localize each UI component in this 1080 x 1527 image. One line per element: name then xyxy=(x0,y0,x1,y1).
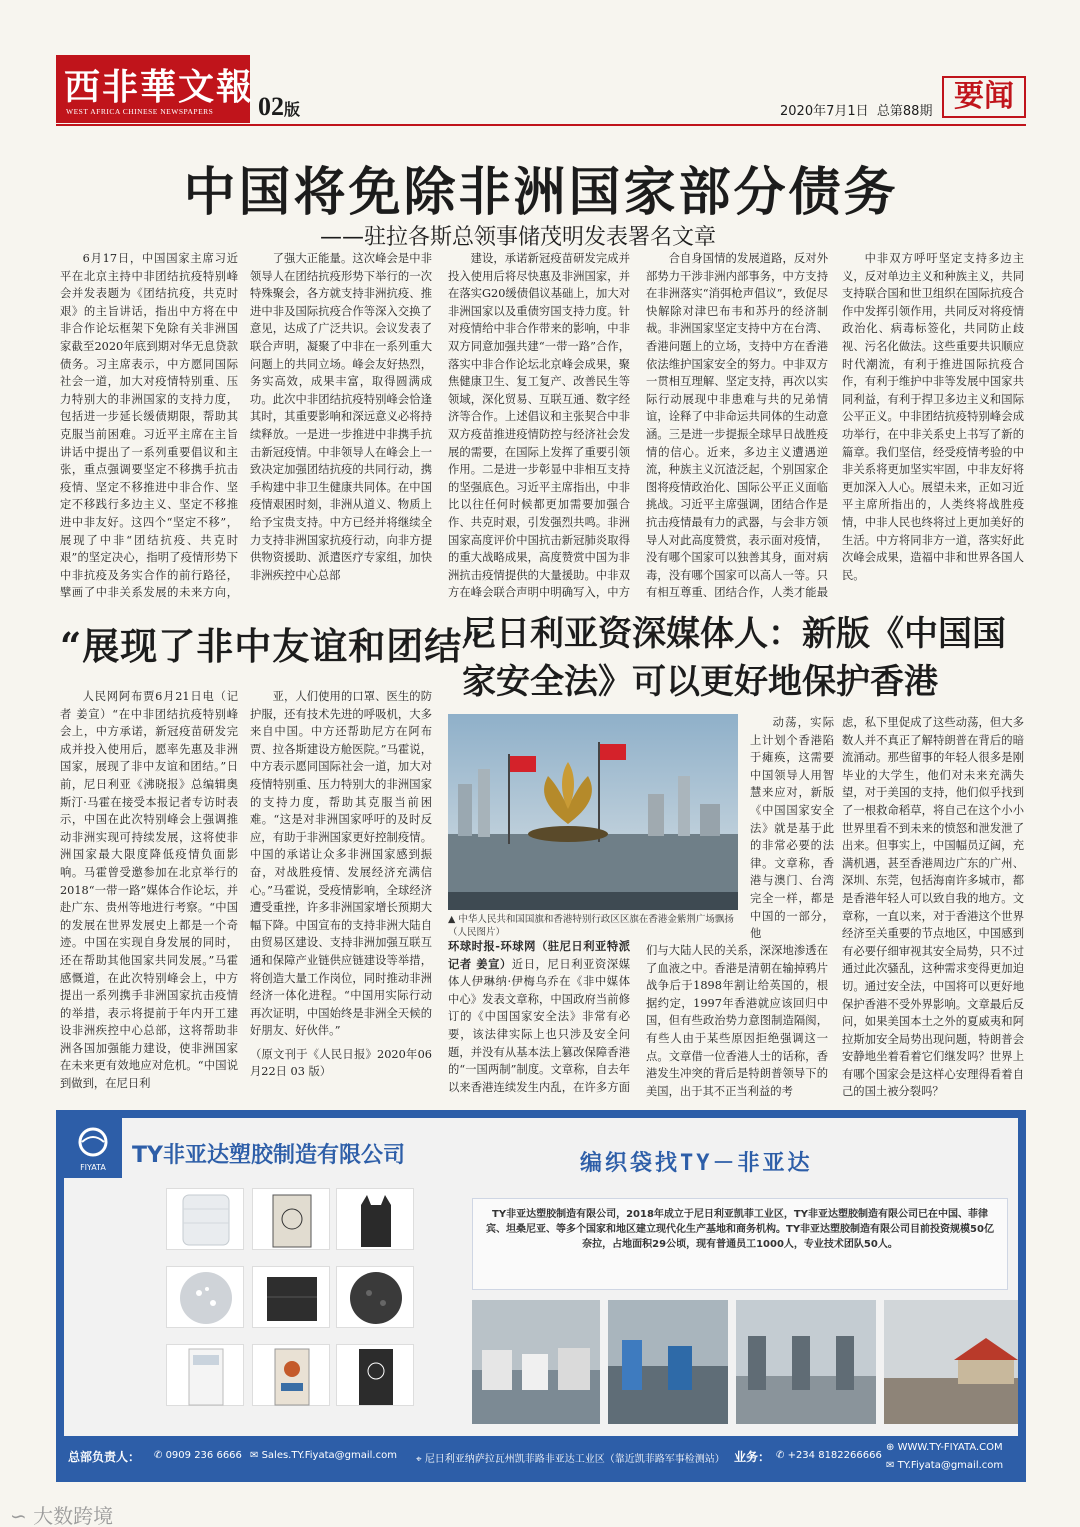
factory-photo-1 xyxy=(472,1300,600,1424)
story2-headline: “展现了非中友谊和团结” xyxy=(60,624,485,668)
ad-company-name: TY非亚达塑胶制造有限公司 xyxy=(132,1143,405,1168)
section-tag: 要闻 xyxy=(942,76,1026,118)
lead-column-3: 建设，承诺新冠疫苗研发完成并投入使用后将尽快惠及非洲国家，并在落实G20缓债倡议基础上，加大对非洲国家以及重债穷国支持力度。针对疫情给中非合作带来的影响，中非双方同意加强共建“一带一路”合作，落实中非合作论坛北京峰会成果，聚焦健康卫生、复工复产、改善民生等领域，深化贸易、互联互通、数字经济等合作。上述倡议和主张契合中非双方疫苗推进疫情防控与经济社会发展的需要，在国际上发挥了重要引领作用。二是进一步彰显中非相互支持的坚强底色。习近平主席指出，中非比以往任何时候都更加需要加强合作、共克时艰，引发强烈共鸣。非洲国家高度评价中国抗击新冠肺炎取得的重大战略成果，高度赞赏中国为非洲抗击疫情提供的大量援助。中非双方在峰会联合声明中明确写入，中方 xyxy=(448,252,630,600)
ad-logo xyxy=(64,1118,122,1178)
story3-column-2a: 动荡，实际上计划个香港陷于瘫痪，这需要中国领导人用智慧来应对，新版《中国国家安全法》就是基于此的非常必要的法律。文章称，香港与澳门、台湾完全一样，都是中国的一部分，他 xyxy=(750,716,834,941)
ad-email-2: ✉ TY.Fiyata@gmail.com xyxy=(886,1460,1004,1471)
location-icon: ⌖ xyxy=(416,1454,425,1465)
mail-icon: ✉ xyxy=(886,1460,898,1471)
lead-column-4: 合自身国情的发展道路，反对外部势力干涉非洲内部事务，中方支持在非洲落实“消弭枪声倡议”，致促尽快解除对津巴布韦和苏丹的经济制裁。非洲国家坚定支持中方在台湾、香港问题上的立场，支持中方在香港依法维护国家安全的努力。中非双方一贯相互理解、坚定支持，再次以实际行动展现中非患难与共的兄弟情谊，诠释了中非命运共同体的生动意涵。三是进一步提振全球早日战胜疫情的信心。近来，多边主义遭遇逆流，种族主义沉渣泛起，个别国家企图将疫情政治化、国际公平正义面临挑战。习近平主席强调，团结合作是抗击疫情最有力的武器，与会非方领导人对此高度赞赏，表示面对疫情，没有哪个国家可以独善其身，面对病毒，没有哪个国家可以高人一等。只有相互尊重、团结合作，人类才能最 xyxy=(646,252,828,600)
story3-column-2b: 们与大陆人民的关系，深深地渗透在了血液之中。香港是清朝在输掉鸦片战争后于1898年割让给英国的，根据约定，1997年香港就应该回归中国，但有些政治势力意图制造隔阂，有些人由于某些原因拒绝强调这一点。文章借一位香港人士的话称，香港发生冲突的背后是特朗普领导下的美国，出于其不正当利益的考 xyxy=(646,944,828,1098)
globe-icon: ⊕ xyxy=(886,1442,898,1453)
hong-kong-photo xyxy=(448,714,738,910)
ad-website: ⊕ WWW.TY-FIYATA.COM xyxy=(886,1442,1003,1453)
page-title: 中国将免除非洲国家部分债务 xyxy=(183,163,899,223)
date-line xyxy=(780,100,932,119)
svg-text:FIYATA: FIYATA xyxy=(80,1163,106,1172)
ad-slogan: 编织袋找TY－非亚达 xyxy=(580,1151,813,1176)
masthead-name-en: WEST AFRICA CHINESE NEWSPAPERS xyxy=(66,107,214,116)
lead-column-1: 6月17日，中国国家主席习近平在北京主持中非团结抗疫特别峰会并发表题为《团结抗疫，共克时艰》的主旨讲话，指出中方将在中非合作论坛框架下免除有关非洲国家截至2020年底到期对华无息贷款债务。习主席表示，中方愿同国际社会一道，加大对疫情特别重、压力特别大的非洲国家的支持力度，包括进一步延长缓债期限，帮助其克服当前困难。习近平主席在主旨讲话中提出了一系列重要倡议和主张，重点强调要坚定不移携手抗击疫情、坚定不移推进中非合作、坚定不移践行多边主义、坚定不移推进中非友好。这四个“坚定不移”，展现了中非“团结抗疫、共克时艰”的坚定决心，指明了疫情形势下中非抗疫及务实合作的前行路径，擘画了中非关系发展的未来方向， xyxy=(60,252,238,600)
ad-address: ⌖ 尼日利亚纳萨拉瓦州凯菲路非亚达工业区（靠近凯菲路军事检测站） xyxy=(416,1454,725,1465)
ad-biz-label: 业务： xyxy=(734,1450,771,1464)
masthead-logo xyxy=(56,55,255,123)
story3-column-3: 虑，私下里促成了这些动荡，但大多数人并不真正了解特朗普在背后的暗流涌动。那些留事的年轻人很多是刚毕业的大学生，他们对未来充满失望，对于美国的支持，他们似乎找到了一根救命稻草，将自己在这个小小世界里看不到未来的愤怒和泄发泄了出来。但事实上，中国幅员辽阔，充满机遇，甚至香港周边广东的广州、深圳、东莞，包括海南许多城市，都是香港年轻人可以致自我的地方。文章称，一直以来，对于香港这个世界经济至关重要的节点地区，中国感到有必要仔细审视其安全局势，只不过通过此次骚乱，这种需求变得更加迫切。通过安全法，中国将可以更好地保护香港不受外界影响。文章最后反问，如果美国本土之外的夏威夷和阿拉斯加安全局势出现问题，特朗普会安静地坐着看着它们继发吗？世界上有哪个国家会是这样心安理得看着自己的国土被分裂吗？ xyxy=(842,716,1024,1098)
product-printed-sack xyxy=(252,1344,330,1406)
ad-description: TY非亚达塑胶制造有限公司，2018年成立于尼日利亚凯菲工业区，TY非亚达塑胶制造有限公司已在中国、菲律宾、坦桑尼亚、等多个国家和地区建立现代化生产基地和商务机构。TY非亚达塑胶制造有限公司目前投资规模50亿奈拉，占地面积29公顷，现有普通员工1000人，专业技术团队50人。 xyxy=(472,1198,1008,1290)
product-woven-sack xyxy=(252,1188,330,1250)
factory-photo-2 xyxy=(608,1300,728,1424)
ad-email: ✉ Sales.TY.Fiyata@gmail.com xyxy=(250,1450,397,1461)
phone-icon: ✆ xyxy=(154,1450,166,1461)
product-white-sack xyxy=(166,1344,244,1406)
masthead-rule xyxy=(56,124,1026,126)
story3-column-1: 环球时报-环球网（驻尼日利亚特派记者 姜宣）近日，尼日利亚资深媒体人伊琳纳·伊梅乌乔在《非中媒体中心》发表文章称，中国政府当前修订的《中国国家安全法》非常有必要，该法律实际上也只涉及安全问题，并没有从基本法上篡改保障香港的“一国两制”制度。文章称，自去年以来香港连续发生内乱，在许多方面 xyxy=(448,939,630,1094)
mail-icon: ✉ xyxy=(250,1450,262,1461)
story2-source: （原文刊于《人民日报》2020年06月22日 03 版） xyxy=(250,1047,432,1079)
watermark-logo-icon: ∽ xyxy=(10,1504,34,1527)
story3-headline: 尼日利亚资深媒体人：新版《中国国家安全法》可以更好地保护香港 xyxy=(462,614,1006,702)
factory-photo-4 xyxy=(884,1300,1018,1424)
product-fiyata-sack xyxy=(336,1344,414,1406)
edition-number: 02版 xyxy=(258,92,301,121)
product-black-granules xyxy=(336,1266,414,1328)
factory-photo-3 xyxy=(736,1300,876,1424)
product-plastic-bag xyxy=(336,1188,414,1250)
ad-hq-phone: ✆ 0909 236 6666 xyxy=(154,1450,242,1461)
product-thread-spool xyxy=(166,1188,244,1250)
issue-number: 总第88期 xyxy=(876,104,933,119)
story2-column-1: 人民网阿布贾6月21日电（记者 姜宣）“在中非团结抗疫特别峰会上，中方承诺，新冠疫苗研发完成并投入使用后，愿率先惠及非洲国家，展现了非中友谊和团结。”日前，尼日利亚《沸晓报》总编辑奥斯汀·马霍在接受本报记者专访时表示，中国在此次特别峰会上强调推动非洲实现可持续发展，这将使非洲国家最大限度降低疫情负面影响。马霍曾受邀参加在北京举行的2018“一带一路”媒体合作论坛，并赴广东、贵州等地进行考察。“中国的发展在世界发展史上都是一个奇迹。中国在实现自身发展的同时，还在帮助其他国家共同发展。”马霍感慨道，在此次特别峰会上，中方提出一系列携手非洲国家抗击疫情的举措，表示将提前于年内开工建设非洲疾控中心总部，这将帮助非洲各国加强能力建设，使非洲国家在未来更有效地应对危机。“中国说到做到，在尼日利 xyxy=(60,690,238,1091)
story2-column-2: 亚，人们使用的口罩、医生的防护服，还有技术先进的呼吸机，大多来自中国。中方还帮助尼方在阿布贾、拉各斯建设方舱医院。”马霍说，中方表示愿同国际社会一道，加大对疫情特别重、压力特别大的非洲国家的支持力度，帮助其克服当前困难。“这是对非洲国家呼吁的及时反应，有助于非洲国家更好控制疫情。中国的承诺让众多非洲国家感到振奋，对战胜疫情、发展经济充满信心。”马霍说，受疫情影响，全球经济遭受重挫，许多非洲国家增长预期大幅下降。中国宣布的支持非洲大陆自由贸易区建设、支持非洲加强互联互通和保障产业链供应链建设等举措，将创造大量工作岗位，同时推动非洲经济一体化进程。“中国用实际行动再次证明，中国始终是非洲全天候的好朋友、好伙伴。” （原文刊于《人民日报》2020年06月22日 03 版） xyxy=(250,688,432,1098)
ad-footer xyxy=(56,1436,1026,1482)
watermark: ∽ 大数跨境 xyxy=(10,1504,114,1527)
ad-hq-label: 总部负责人： xyxy=(68,1450,141,1464)
photo-caption: ▲ 中华人民共和国国旗和香港特别行政区区旗在香港金紫荆广场飘扬（人民图片） xyxy=(448,914,734,938)
lead-column-5: 中非双方呼吁坚定支持多边主义，反对单边主义和种族主义，共同支持联合国和世卫组织在国际抗疫合作中发挥引领作用，共同反对将疫情政治化、病毒标签化，共同防止歧视、污名化做法。这些重要共识顺应时代潮流，有利于推进国际抗疫合作，有利于维护中非等发展中国家共同利益，有利于捍卫多边主义和国际公平正义。中非团结抗疫特别峰会成功举行，在中非关系史上书写了新的篇章。我们坚信，经受疫情考验的中非关系将更加坚实牢固，中非友好将更加深入人心。展望未来，正如习近平主席所指出的，人类终将战胜疫情，中非人民也终将过上更加美好的生活。中方将同非方一道，落实好此次峰会成果，造福中非和世界各国人民。 xyxy=(842,252,1024,582)
issue-date: 2020年7月1日 xyxy=(780,104,869,119)
phone-icon: ✆ xyxy=(776,1450,788,1461)
masthead-name-cn: 西非華文報 xyxy=(64,66,255,108)
story3-byline: 环球时报-环球网（驻尼日利亚特派记者 姜宣） xyxy=(448,939,630,971)
lead-column-2: 了强大正能量。这次峰会是中非领导人在团结抗疫形势下举行的一次特殊聚会，各方就支持非洲抗疫、推进中非及国际抗疫合作等深入交换了意见，达成了广泛共识。会议发表了联合声明，凝聚了中非在一系列重大问题上的共同立场。峰会友好热烈，务实高效，成果丰富，取得圆满成功。此次中非团结抗疫特别峰会恰逢其时，其重要影响和深远意义必将持续释放。一是进一步推进中非携手抗击新冠疫情。中非领导人在峰会上一致决定加强团结抗疫的共同行动，携手构建中非卫生健康共同体。在中国疫情艰困时刻，非洲从道义、物质上给予宝贵支持。中方已经并将继续全力支持非洲国家抗疫行动，向非方提供物资援助、派遣医疗专家组，加快非洲疾控中心总部 xyxy=(250,252,432,582)
ad-biz-phone: ✆ +234 8182266666 xyxy=(776,1450,882,1461)
lead-subheadline: ——驻拉各斯总领事储茂明发表署名文章 xyxy=(320,225,717,250)
product-black-sacks xyxy=(252,1266,330,1328)
product-white-granules xyxy=(166,1266,244,1328)
